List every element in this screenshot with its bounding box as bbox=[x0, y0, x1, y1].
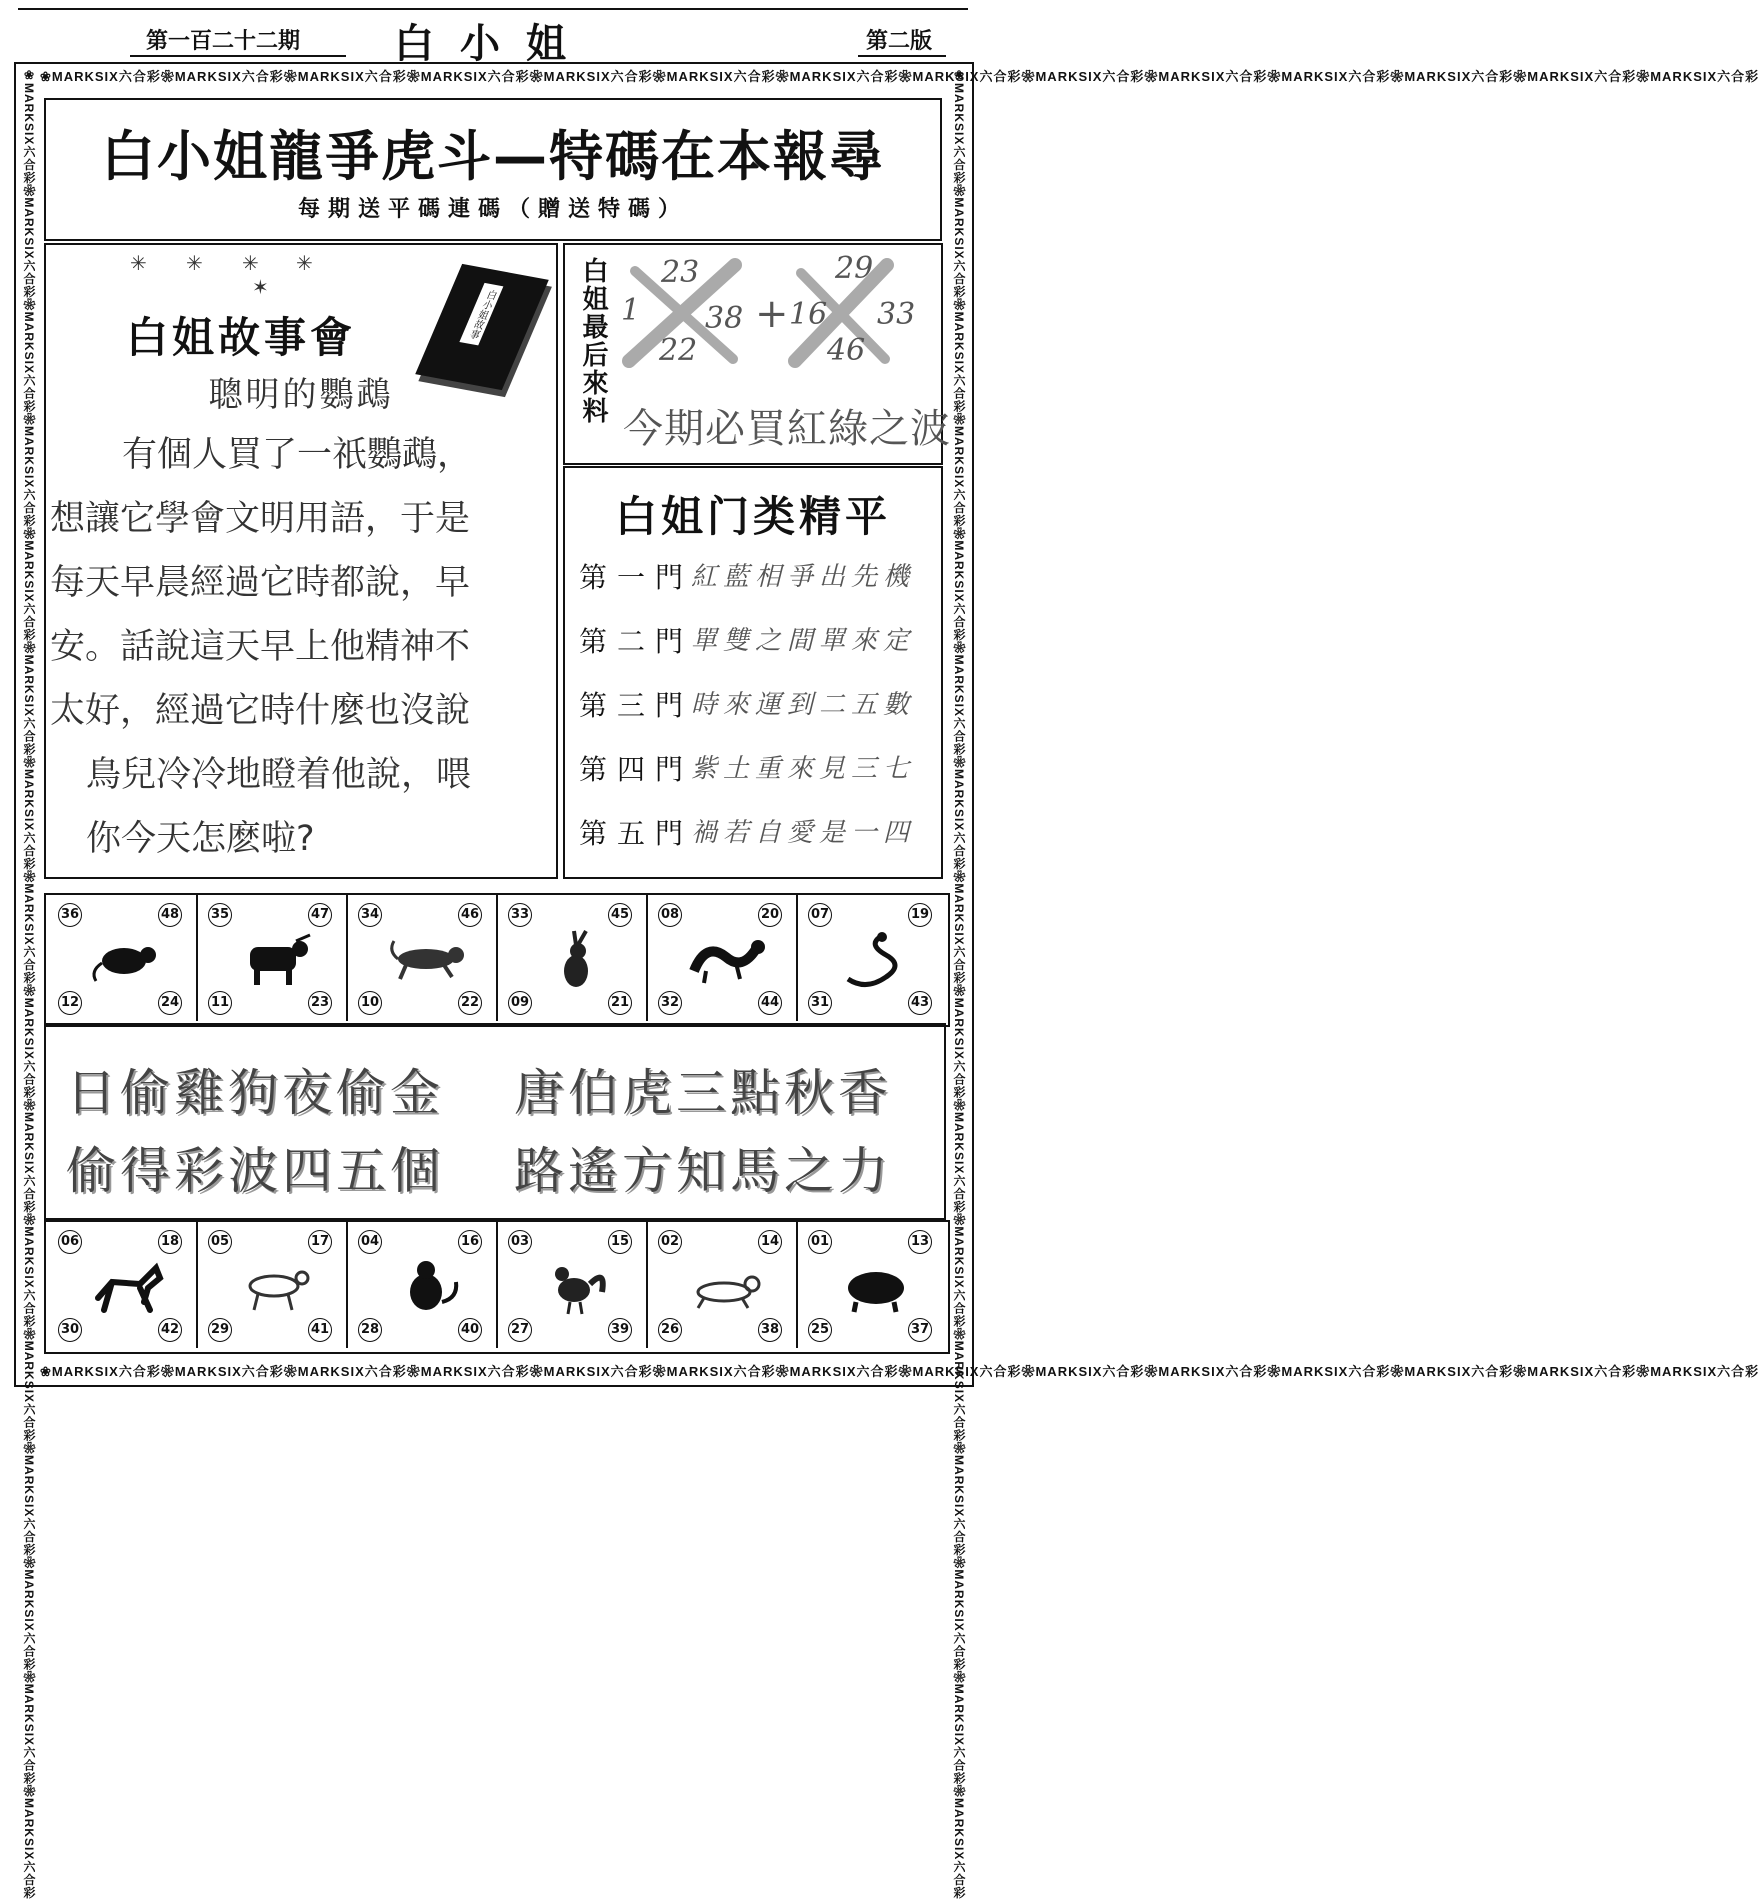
zodiac-number: 41 bbox=[308, 1318, 332, 1342]
zodiac-number: 40 bbox=[458, 1318, 482, 1342]
zodiac-number: 03 bbox=[508, 1230, 532, 1254]
zodiac-number: 28 bbox=[358, 1318, 382, 1342]
subheadline: 每期送平碼連碼（贈送特碼） bbox=[297, 197, 688, 222]
door-label: 第一門 bbox=[579, 561, 694, 594]
door-text: 紅藍相爭出先機 bbox=[691, 562, 916, 592]
zodiac-number: 30 bbox=[58, 1318, 82, 1342]
ox-icon bbox=[236, 931, 316, 993]
prediction-side-label: 白姐最后來料 bbox=[578, 257, 608, 425]
poem-box bbox=[44, 1023, 946, 1220]
zodiac-number: 37 bbox=[908, 1318, 932, 1342]
zodiac-number: 43 bbox=[908, 991, 932, 1015]
story-line: 鳥兒冷冷地瞪着他說，喂 bbox=[86, 755, 472, 795]
story-title: 聰明的鸚鵡 bbox=[208, 375, 394, 415]
door-row bbox=[579, 612, 939, 662]
prediction-number: 16 bbox=[789, 297, 828, 332]
border-text: ❀MARKSIX六合彩❀MARKSIX六合彩❀MARKSIX六合彩❀MARKSIX六合彩❀MARKSIX六合彩❀MARKSIX六合彩❀MARKSIX六合彩❀MARKSIX六合彩❀MARKSIX六合彩❀MARKSIX六合彩❀MARKSIX六合彩❀MARKSIX六合彩❀MARKSIX六合彩❀MARKSIX六合彩 bbox=[40, 69, 1759, 84]
border-stripe-right bbox=[946, 68, 972, 1899]
sparkle-icon: ✳ bbox=[242, 251, 259, 275]
zodiac-number: 12 bbox=[58, 991, 82, 1015]
zodiac-number: 27 bbox=[508, 1318, 532, 1342]
zodiac-number: 11 bbox=[208, 991, 232, 1015]
prediction-number: 22 bbox=[659, 333, 698, 368]
doors-heading: 白姐门类精平 bbox=[614, 492, 891, 541]
zodiac-cell bbox=[796, 1222, 946, 1348]
zodiac-number: 02 bbox=[658, 1230, 682, 1254]
prediction-box bbox=[563, 243, 951, 465]
zodiac-number: 10 bbox=[358, 991, 382, 1015]
story-line: 每天早晨經過它時都說，早 bbox=[50, 563, 471, 603]
dragon-icon bbox=[686, 931, 766, 993]
zodiac-number: 25 bbox=[808, 1318, 832, 1342]
story-line: 想讓它學會文明用語，于是 bbox=[50, 499, 471, 539]
zodiac-cell bbox=[496, 1222, 648, 1348]
zodiac-cell bbox=[346, 1222, 498, 1348]
sparkle-icon: ✳ bbox=[296, 251, 313, 275]
zodiac-number: 34 bbox=[358, 903, 382, 927]
zodiac-cell bbox=[196, 1222, 348, 1348]
story-line: 你今天怎麽啦? bbox=[86, 819, 315, 859]
zodiac-number: 48 bbox=[158, 903, 182, 927]
story-heading: 白姐故事會 bbox=[126, 313, 357, 362]
zodiac-number: 35 bbox=[208, 903, 232, 927]
story-box bbox=[44, 243, 558, 879]
zodiac-cell bbox=[646, 895, 798, 1021]
zodiac-number: 20 bbox=[758, 903, 782, 927]
goat-icon bbox=[236, 1258, 316, 1320]
zodiac-number: 26 bbox=[658, 1318, 682, 1342]
zodiac-number: 45 bbox=[608, 903, 632, 927]
zodiac-number: 42 bbox=[158, 1318, 182, 1342]
zodiac-row-top bbox=[44, 893, 950, 1027]
prediction-slogan: 今期必買紅綠之波 bbox=[623, 406, 951, 452]
poem-line: 路遙方知馬之力 bbox=[514, 1142, 892, 1200]
border-stripe-left bbox=[16, 68, 42, 1899]
prediction-number: 38 bbox=[705, 301, 744, 336]
poem-line: 唐伯虎三點秋香 bbox=[514, 1064, 892, 1122]
zodiac-number: 44 bbox=[758, 991, 782, 1015]
zodiac-cell bbox=[196, 895, 348, 1021]
zodiac-number: 18 bbox=[158, 1230, 182, 1254]
zodiac-cell bbox=[346, 895, 498, 1021]
plus-sign: + bbox=[755, 291, 789, 337]
zodiac-number: 33 bbox=[508, 903, 532, 927]
prediction-number: 33 bbox=[877, 297, 916, 332]
zodiac-cell bbox=[646, 1222, 798, 1348]
zodiac-row-bottom bbox=[44, 1220, 950, 1354]
zodiac-cell bbox=[796, 895, 946, 1021]
door-label: 第二門 bbox=[579, 625, 694, 658]
headline-box bbox=[44, 98, 942, 241]
poem-line: 偷得彩波四五個 bbox=[66, 1142, 444, 1200]
zodiac-number: 07 bbox=[808, 903, 832, 927]
zodiac-number: 05 bbox=[208, 1230, 232, 1254]
zodiac-number: 17 bbox=[308, 1230, 332, 1254]
border-text: ❀MARKSIX六合彩❀MARKSIX六合彩❀MARKSIX六合彩❀MARKSIX六合彩❀MARKSIX六合彩❀MARKSIX六合彩❀MARKSIX六合彩❀MARKSIX六合彩❀MARKSIX六合彩❀MARKSIX六合彩❀MARKSIX六合彩❀MARKSIX六合彩❀MARKSIX六合彩❀MARKSIX六合彩 bbox=[40, 1364, 1759, 1379]
zodiac-number: 39 bbox=[608, 1318, 632, 1342]
poem-line: 日偷雞狗夜偷金 bbox=[66, 1064, 444, 1122]
zodiac-number: 09 bbox=[508, 991, 532, 1015]
tiger-icon bbox=[386, 931, 466, 993]
zodiac-number: 47 bbox=[308, 903, 332, 927]
prediction-number: 1 bbox=[621, 293, 641, 328]
sparkle-icon: ✳ bbox=[186, 251, 203, 275]
zodiac-number: 04 bbox=[358, 1230, 382, 1254]
door-row bbox=[579, 548, 939, 598]
prediction-number: 23 bbox=[661, 255, 700, 290]
headline: 白小姐龍爭虎斗—特碼在本報尋 bbox=[101, 125, 885, 188]
zodiac-number: 15 bbox=[608, 1230, 632, 1254]
rat-icon bbox=[86, 931, 166, 993]
zodiac-number: 14 bbox=[758, 1230, 782, 1254]
header-underline-right bbox=[858, 55, 946, 57]
story-line: 安。話說這天早上他精神不 bbox=[50, 627, 471, 667]
zodiac-cell bbox=[496, 895, 648, 1021]
zodiac-number: 36 bbox=[58, 903, 82, 927]
door-text: 禍若自愛是一四 bbox=[691, 818, 916, 848]
zodiac-number: 38 bbox=[758, 1318, 782, 1342]
zodiac-number: 29 bbox=[208, 1318, 232, 1342]
zodiac-number: 16 bbox=[458, 1230, 482, 1254]
sparkle-icon: ✶ bbox=[252, 275, 269, 299]
story-line: 有個人買了一祇鸚鵡， bbox=[122, 435, 473, 475]
zodiac-cell bbox=[46, 1222, 198, 1348]
door-text: 時來運到二五數 bbox=[691, 690, 916, 720]
issue-number: 第一百二十二期 bbox=[146, 28, 301, 54]
zodiac-number: 08 bbox=[658, 903, 682, 927]
book-label: 白小姐故事 bbox=[459, 283, 503, 346]
prediction-number: 46 bbox=[827, 333, 866, 368]
horse-icon bbox=[86, 1258, 166, 1320]
zodiac-number: 23 bbox=[308, 991, 332, 1015]
dog-icon bbox=[686, 1258, 766, 1320]
zodiac-number: 46 bbox=[458, 903, 482, 927]
door-text: 單雙之間單來定 bbox=[691, 626, 916, 656]
zodiac-cell bbox=[46, 895, 198, 1021]
zodiac-number: 19 bbox=[908, 903, 932, 927]
zodiac-number: 01 bbox=[808, 1230, 832, 1254]
top-rule bbox=[18, 8, 968, 10]
border-stripe-bottom bbox=[40, 1361, 1759, 1383]
snake-icon bbox=[836, 931, 916, 993]
rabbit-icon bbox=[536, 931, 616, 993]
border-text: ❀MARKSIX六合彩❀MARKSIX六合彩❀MARKSIX六合彩❀MARKSIX六合彩❀MARKSIX六合彩❀MARKSIX六合彩❀MARKSIX六合彩❀MARKSIX六合彩❀MARKSIX六合彩❀MARKSIX六合彩❀MARKSIX六合彩❀MARKSIX六合彩❀MARKSIX六合彩❀MARKSIX六合彩❀MARKSIX六合彩❀MARKSIX六合彩 bbox=[952, 68, 966, 1899]
doors-box bbox=[563, 466, 943, 879]
zodiac-number: 13 bbox=[908, 1230, 932, 1254]
border-text: ❀MARKSIX六合彩❀MARKSIX六合彩❀MARKSIX六合彩❀MARKSIX六合彩❀MARKSIX六合彩❀MARKSIX六合彩❀MARKSIX六合彩❀MARKSIX六合彩❀MARKSIX六合彩❀MARKSIX六合彩❀MARKSIX六合彩❀MARKSIX六合彩❀MARKSIX六合彩❀MARKSIX六合彩❀MARKSIX六合彩❀MARKSIX六合彩 bbox=[22, 68, 36, 1899]
door-row bbox=[579, 676, 939, 726]
zodiac-number: 31 bbox=[808, 991, 832, 1015]
zodiac-number: 32 bbox=[658, 991, 682, 1015]
door-label: 第五門 bbox=[579, 817, 694, 850]
header-underline-left bbox=[130, 55, 346, 57]
pig-icon bbox=[836, 1258, 916, 1320]
zodiac-number: 06 bbox=[58, 1230, 82, 1254]
masthead-title: 白小姐 bbox=[394, 20, 592, 67]
zodiac-number: 24 bbox=[158, 991, 182, 1015]
door-row bbox=[579, 804, 939, 854]
door-label: 第三門 bbox=[579, 689, 694, 722]
door-label: 第四門 bbox=[579, 753, 694, 786]
zodiac-number: 21 bbox=[608, 991, 632, 1015]
border-stripe-top bbox=[40, 66, 1759, 88]
prediction-number: 29 bbox=[835, 251, 874, 286]
rooster-icon bbox=[536, 1258, 616, 1320]
zodiac-number: 22 bbox=[458, 991, 482, 1015]
story-line: 太好，經過它時什麼也沒說 bbox=[50, 691, 471, 731]
sparkle-icon: ✳ bbox=[130, 251, 147, 275]
edition-label: 第二版 bbox=[866, 28, 933, 54]
door-text: 紫土重來見三七 bbox=[691, 754, 916, 784]
door-row bbox=[579, 740, 939, 790]
monkey-icon bbox=[386, 1258, 466, 1320]
